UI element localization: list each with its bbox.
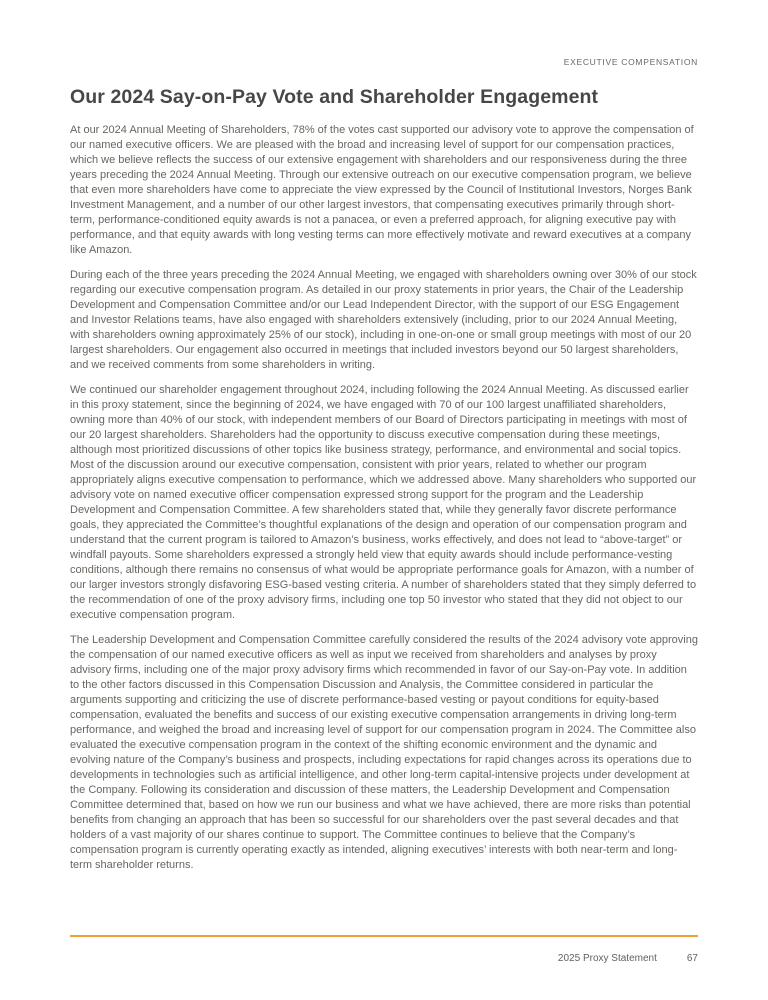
footer-label: 2025 Proxy Statement bbox=[557, 953, 657, 964]
page-footer bbox=[558, 953, 698, 964]
body-text bbox=[70, 123, 698, 873]
footer-rule bbox=[70, 935, 698, 937]
page-header bbox=[564, 52, 698, 70]
page-title: Our 2024 Say-on-Pay Vote and Shareholder Engagement bbox=[70, 86, 599, 108]
body-paragraph: At our 2024 Annual Meeting of Shareholders, 78% of the votes cast supported our advisory vote to approve the compensation of our named executive officers. We are pleased with the broad and increasing level of support for our compensation practices, which we believe reflects the success of our extensive engagement with shareholders and our responsiveness during the three years preceding the 2024 Annual Meeting. Through our extensive outreach on our executive compensation program, we believe that even more shareholders have come to appreciate the view expressed by the Council of Institutional Investors, Norges Bank Investment Management, and a number of our other largest investors, that compensating executives primarily through short-term, performance-conditioned equity awards is not a panacea, or even a preferred approach, for aligning executive pay with performance, and that equity awards with long vesting terms can more effectively motivate and reward executives at a company like Amazon. bbox=[70, 124, 694, 256]
page-content bbox=[70, 86, 698, 883]
body-paragraph: The Leadership Development and Compensation Committee carefully considered the results of the 2024 advisory vote approving the compensation of our named executive officers as well as input we received from shareholders and analyses by proxy advisory firms, including one of the major proxy advisory firms which recommended in favor of our Say-on-Pay vote. In addition to the other factors discussed in this Compensation Discussion and Analysis, the Committee considered in particular the arguments supporting and criticizing the use of discrete performance-based vesting or payout conditions for equity-based compensation, evaluated the benefits and success of our existing executive compensation arrangements in driving long-term performance, and weighed the broad and increasing level of support for our compensation program in 2024. The Committee also evaluated the executive compensation program in the context of the shifting economic environment and the dynamic and evolving nature of the Company’s business and prospects, including expectations for rapid changes across its operations due to developments in technologies such as artificial intelligence, and other long-term capital-intensive projects under development at the Company. Following its consideration and discussion of these matters, the Leadership Development and Compensation Committee determined that, based on how we run our business and what we have achieved, there are more risks than potential benefits from changing an approach that has been so successful for our shareholders over the past several decades and that holders of a vast majority of our shares continue to support. The Committee continues to believe that the Company’s compensation program is currently operating exactly as intended, aligning executives’ interests with both near-term and long-term shareholder returns. bbox=[70, 634, 698, 871]
body-paragraph: During each of the three years preceding the 2024 Annual Meeting, we engaged with shareholders owning over 30% of our stock regarding our executive compensation program. As detailed in our proxy statements in prior years, the Chair of the Leadership Development and Compensation Committee and/or our Lead Independent Director, with the support of our ESG Engagement and Investor Relations teams, have also engaged with shareholders extensively (including, prior to our 2024 Annual Meeting, with shareholders owning approximately 25% of our stock), including in one-on-one or small group meetings with most of our 20 largest shareholders. Our engagement also occurred in meetings that included investors beyond our 50 largest shareholders, and we received comments from some shareholders in writing. bbox=[70, 269, 697, 371]
footer-page-number: 67 bbox=[686, 953, 698, 964]
section-label: EXECUTIVE COMPENSATION bbox=[563, 57, 698, 67]
body-paragraph: We continued our shareholder engagement throughout 2024, including following the 2024 Annual Meeting. As discussed earlier in this proxy statement, since the beginning of 2024, we have engaged with 70 of our 100 largest unaffiliated shareholders, owning more than 40% of our stock, with independent members of our Board of Directors participating in meetings with most of our 20 largest shareholders. Shareholders had the opportunity to discuss executive compensation during these meetings, although most prioritized discussions of other topics like business strategy, performance, and environmental and social topics. Most of the discussion around our executive compensation, consistent with prior years, related to whether our program appropriately aligns executive compensation to performance, which we addressed above. Many shareholders who supported our advisory vote on named executive officer compensation expressed strong support for the program and the Leadership Development and Compensation Committee. A few shareholders stated that, while they generally favor discrete performance goals, they appreciated the Committee’s thoughtful explanations of the design and operation of our compensation program and understand that the current program is tailored to Amazon’s business, works effectively, and does not lead to “above-target” or windfall payouts. Some shareholders expressed a strongly held view that equity awards should include performance-vesting conditions, although there remains no consensus of what would be appropriate performance goals for Amazon, with a number of our larger investors strongly disfavoring ESG-based vesting criteria. A number of shareholders stated that they simply deferred to the recommendation of one of the proxy advisory firms, including one top 50 investor who stated that they did not object to our executive compensation program. bbox=[70, 384, 697, 621]
